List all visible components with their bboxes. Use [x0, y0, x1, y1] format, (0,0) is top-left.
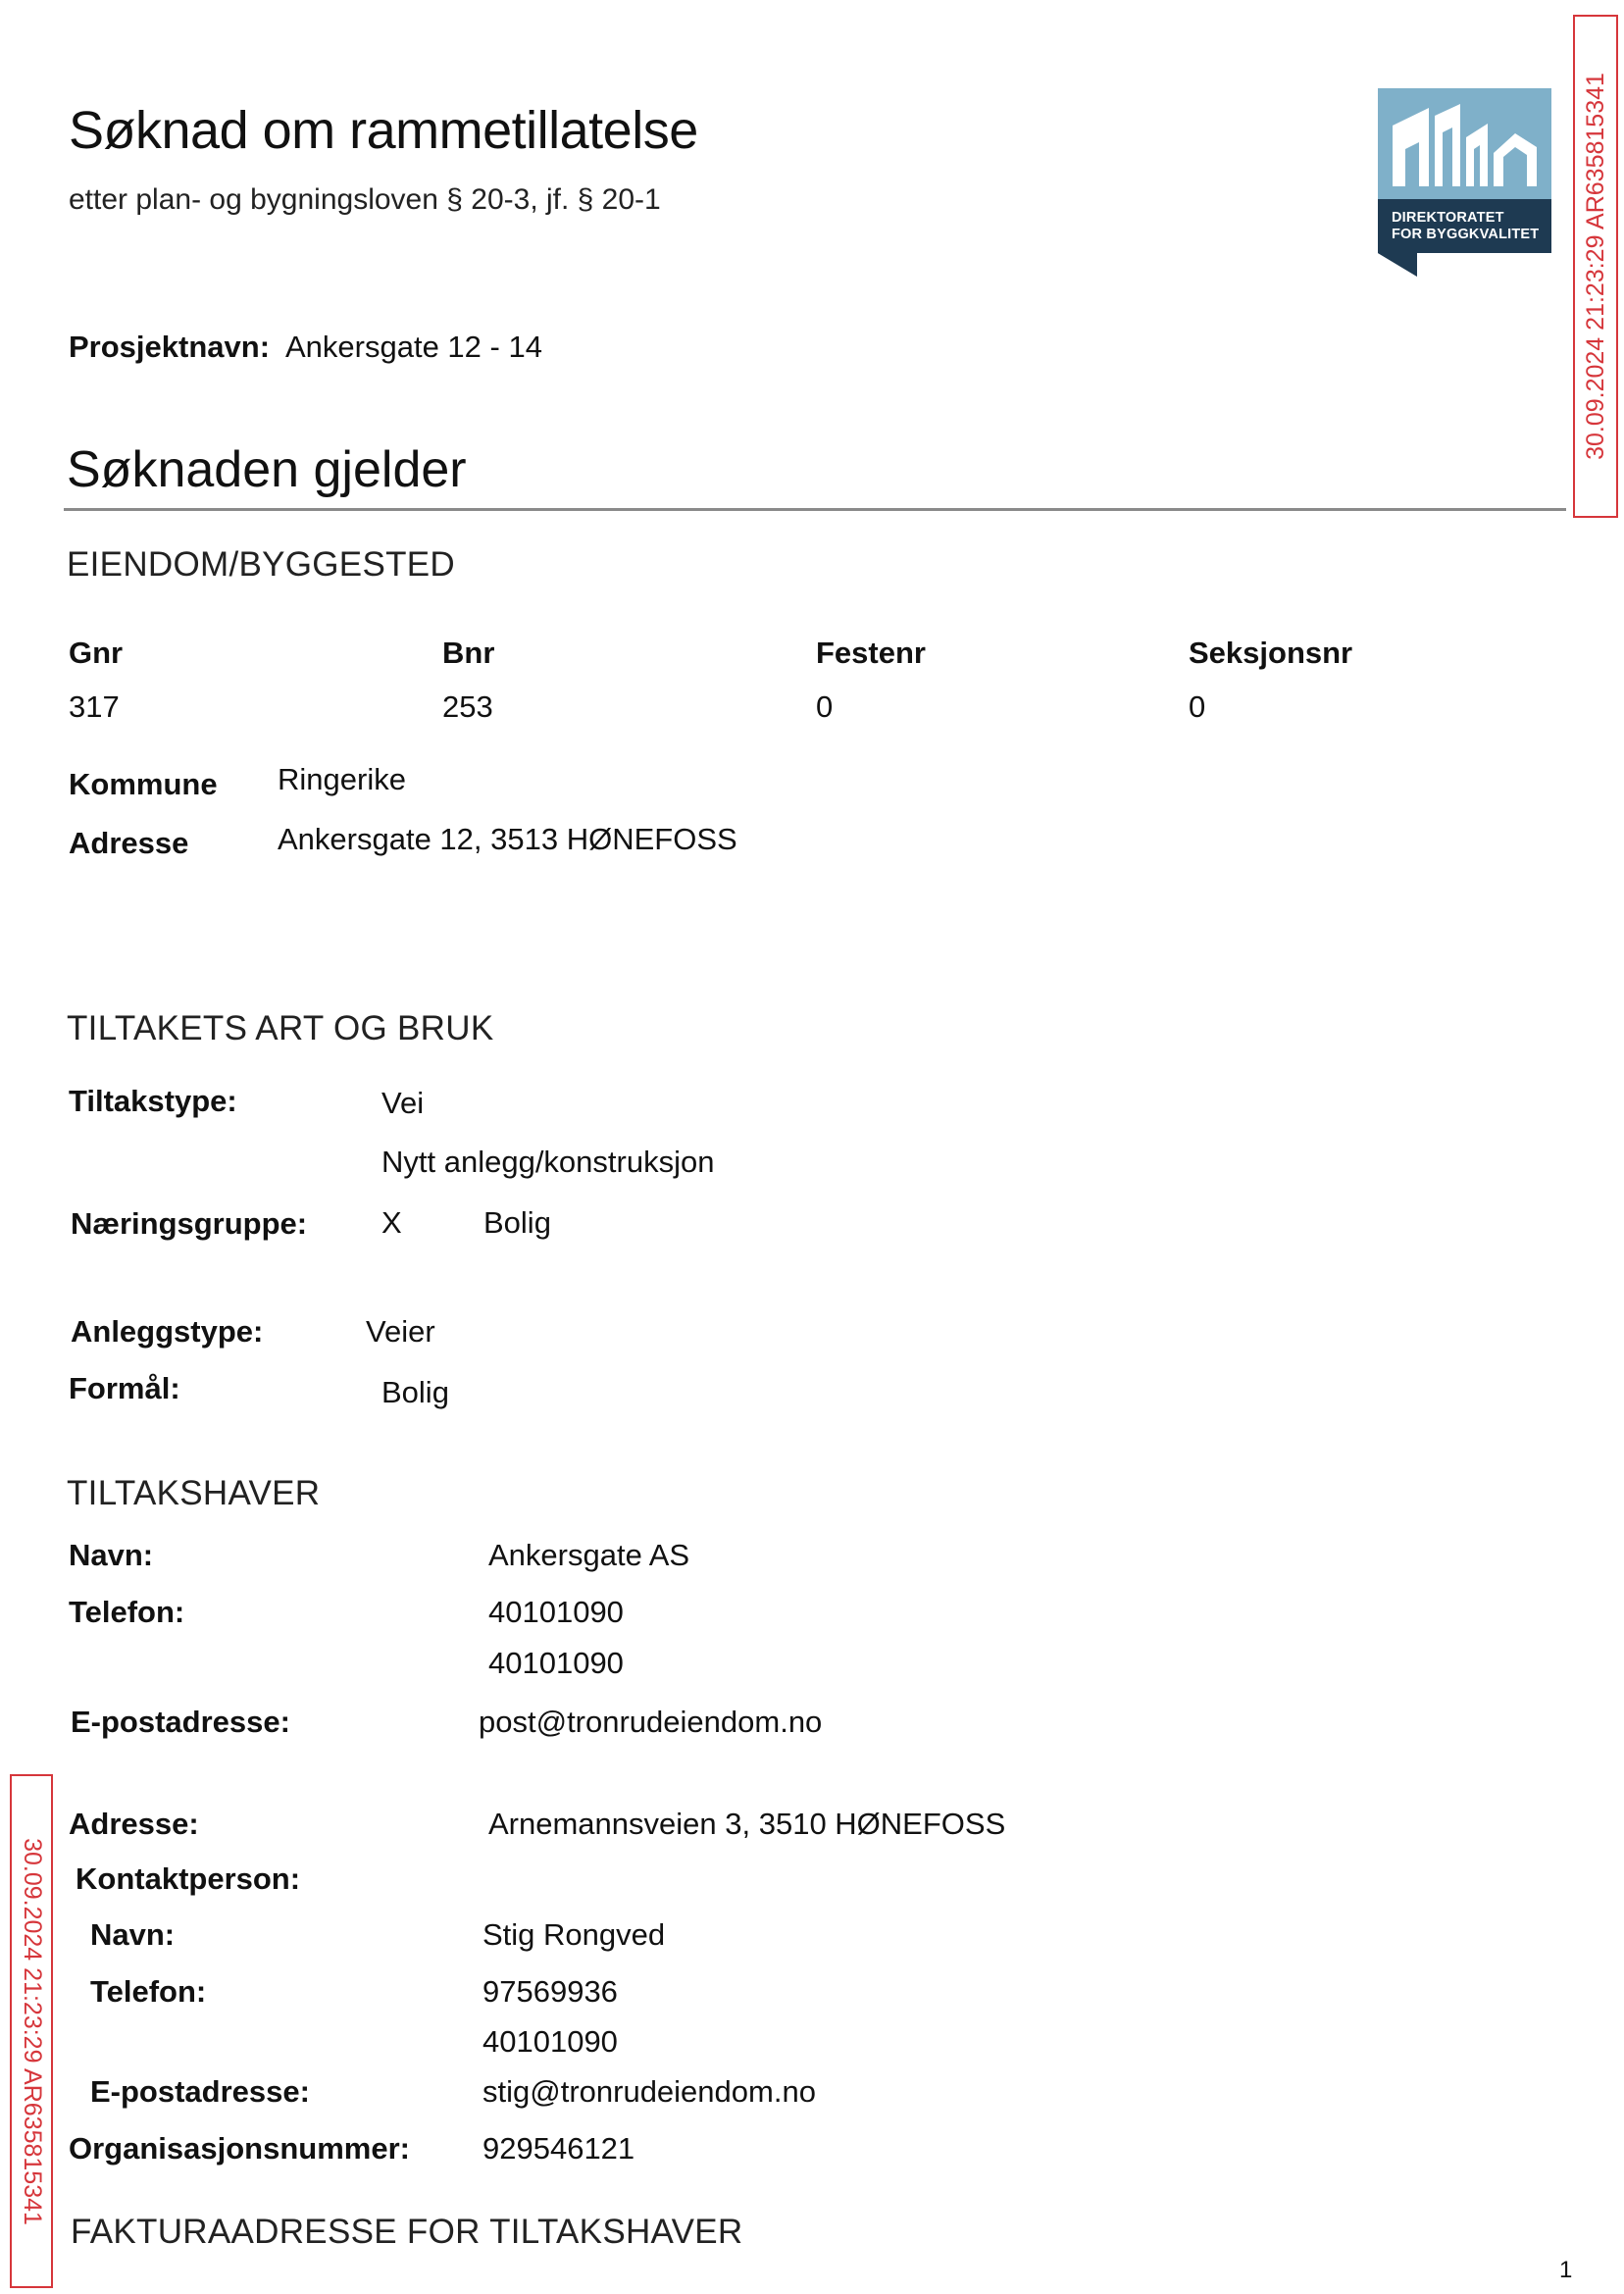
- tiltakstype-value-2: Nytt anlegg/konstruksjon: [381, 1145, 715, 1179]
- adresse-value: Ankersgate 12, 3513 HØNEFOSS: [278, 822, 737, 856]
- anleggstype-value: Veier: [366, 1314, 435, 1349]
- kontaktperson-label: Kontaktperson:: [76, 1861, 301, 1896]
- kontakt-telefon-label: Telefon:: [90, 1974, 207, 2009]
- organisasjonsnummer-value: 929546121: [482, 2131, 635, 2166]
- kontakt-telefon-1: 97569936: [482, 1974, 618, 2009]
- heading-divider: [64, 508, 1566, 511]
- tiltakshaver-adresse-label: Adresse:: [69, 1807, 199, 1841]
- kommune-value: Ringerike: [278, 762, 406, 796]
- organisasjonsnummer-label: Organisasjonsnummer:: [69, 2131, 410, 2166]
- tiltakshaver-adresse-value: Arnemannsveien 3, 3510 HØNEFOSS: [488, 1807, 1006, 1841]
- timestamp-stamp-left: 30.09.2024 21:23:29 AR635815341: [10, 1774, 53, 2288]
- gnr-label: Gnr: [69, 636, 124, 670]
- formal-label: Formål:: [69, 1371, 180, 1405]
- tiltakstype-value-1: Vei: [381, 1086, 425, 1120]
- logo-text-line2: FOR BYGGKVALITET: [1392, 227, 1540, 242]
- section-eiendom-heading: EIENDOM/BYGGESTED: [67, 545, 455, 584]
- buildings-logo-icon: [1378, 88, 1551, 277]
- dibk-logo: [1378, 88, 1551, 277]
- bnr-label: Bnr: [442, 636, 495, 670]
- tiltakshaver-telefon-2: 40101090: [488, 1646, 624, 1680]
- bnr-value: 253: [442, 689, 493, 724]
- project-value: Ankersgate 12 - 14: [285, 330, 542, 364]
- naeringsgruppe-code: X: [381, 1205, 402, 1240]
- timestamp-stamp-top: 30.09.2024 21:23:29 AR635815341: [1573, 15, 1618, 518]
- project-label: Prosjektnavn:: [69, 330, 271, 364]
- gnr-value: 317: [69, 689, 120, 724]
- naeringsgruppe-label: Næringsgruppe:: [71, 1206, 308, 1241]
- tiltakshaver-telefon-1: 40101090: [488, 1595, 624, 1629]
- tiltakshaver-telefon-label: Telefon:: [69, 1595, 185, 1629]
- section-tiltak-heading: TILTAKETS ART OG BRUK: [67, 1009, 494, 1047]
- kontakt-navn-label: Navn:: [90, 1917, 176, 1952]
- kommune-label: Kommune: [69, 767, 218, 801]
- anleggstype-label: Anleggstype:: [71, 1314, 264, 1349]
- section-tiltakshaver-heading: TILTAKSHAVER: [67, 1474, 321, 1512]
- tiltakshaver-navn-label: Navn:: [69, 1538, 154, 1572]
- festenr-value: 0: [816, 689, 834, 724]
- formal-value: Bolig: [381, 1375, 449, 1409]
- seksjonsnr-value: 0: [1189, 689, 1206, 724]
- main-heading: Søknaden gjelder: [67, 441, 467, 498]
- tiltakstype-label: Tiltakstype:: [69, 1084, 237, 1118]
- section-faktura-heading: FAKTURAADRESSE FOR TILTAKSHAVER: [71, 2213, 743, 2251]
- logo-text-line1: DIREKTORATET: [1392, 210, 1504, 226]
- kontakt-epost-value: stig@tronrudeiendom.no: [482, 2074, 816, 2109]
- kontakt-epost-label: E-postadresse:: [90, 2074, 310, 2109]
- document-title: Søknad om rammetillatelse: [69, 101, 698, 160]
- kontakt-telefon-2: 40101090: [482, 2024, 618, 2059]
- naeringsgruppe-value: Bolig: [483, 1205, 551, 1240]
- adresse-label: Adresse: [69, 826, 189, 860]
- document-subtitle: etter plan- og bygningsloven § 20-3, jf. § 20-1: [69, 183, 661, 216]
- seksjonsnr-label: Seksjonsnr: [1189, 636, 1353, 670]
- page-number: 1: [1559, 2257, 1573, 2283]
- tiltakshaver-epost-value: post@tronrudeiendom.no: [479, 1705, 823, 1739]
- kontakt-navn-value: Stig Rongved: [482, 1917, 666, 1952]
- tiltakshaver-epost-label: E-postadresse:: [71, 1705, 290, 1739]
- festenr-label: Festenr: [816, 636, 926, 670]
- tiltakshaver-navn-value: Ankersgate AS: [488, 1538, 690, 1572]
